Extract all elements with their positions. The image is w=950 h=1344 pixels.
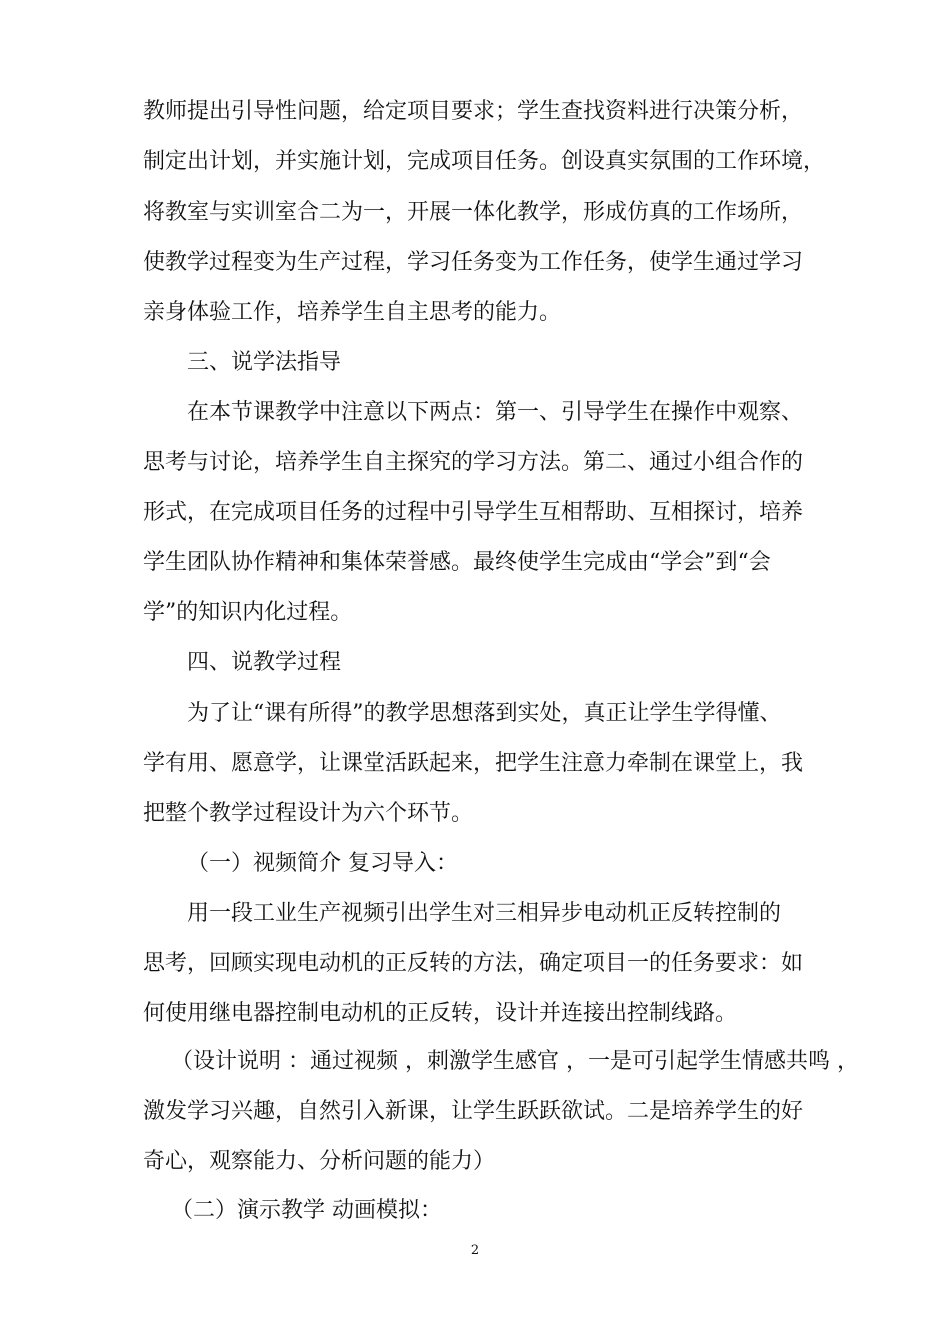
- paragraph-line: 学有用、愿意学，让课堂活跃起来，把学生注意力牵制在课堂上，我: [143, 751, 804, 776]
- paragraph-line: 在本节课教学中注意以下两点：第一、引导学生在操作中观察、: [187, 400, 804, 425]
- paragraph-line: 形式，在完成项目任务的过程中引导学生互相帮助、互相探讨，培养: [143, 500, 804, 525]
- paragraph-line: 把整个教学过程设计为六个环节。: [143, 801, 474, 826]
- paragraph-line: 为了让“课有所得”的教学思想落到实处，真正让学生学得懂、: [187, 701, 782, 726]
- design-note-line: 奇心，观察能力、分析问题的能力）: [143, 1149, 496, 1174]
- paragraph-line: 教师提出引导性问题，给定项目要求；学生查找资料进行决策分析，: [143, 99, 804, 124]
- page-number: 2: [470, 1243, 480, 1258]
- paragraph-line: 用一段工业生产视频引出学生对三相异步电动机正反转控制的: [187, 901, 782, 926]
- design-note-line: 激发学习兴趣，自然引入新课，让学生跃跃欲试。二是培养学生的好: [143, 1099, 804, 1124]
- paragraph-line: 思考，回顾实现电动机的正反转的方法，确定项目一的任务要求：如: [143, 951, 804, 976]
- paragraph-line: 将教室与实训室合二为一，开展一体化教学，形成仿真的工作场所，: [143, 200, 804, 225]
- paragraph-line: 何使用继电器控制电动机的正反转，设计并连接出控制线路。: [143, 1001, 738, 1026]
- section-heading: 三、说学法指导: [187, 350, 342, 375]
- design-note-line: （设计说明 ：通过视频 ，刺激学生感官 ，一是可引起学生情感共鸣 ，: [171, 1049, 859, 1074]
- subsection-heading: （一）视频简介 复习导入：: [187, 851, 458, 876]
- paragraph-line: 思考与讨论，培养学生自主探究的学习方法。第二、通过小组合作的: [143, 450, 804, 475]
- paragraph-line: 学生团队协作精神和集体荣誉感。最终使学生完成由“学会”到“会: [143, 550, 771, 575]
- paragraph-line: 亲身体验工作，培养学生自主思考的能力。: [143, 300, 562, 325]
- paragraph-line: 制定出计划，并实施计划，完成项目任务。创设真实氛围的工作环境，: [143, 149, 826, 174]
- paragraph-line: 使教学过程变为生产过程，学习任务变为工作任务，使学生通过学习: [143, 250, 804, 275]
- section-heading: 四、说教学过程: [187, 650, 342, 675]
- subsection-heading: （二）演示教学 动画模拟：: [171, 1198, 442, 1223]
- paragraph-line: 学”的知识内化过程。: [143, 600, 353, 625]
